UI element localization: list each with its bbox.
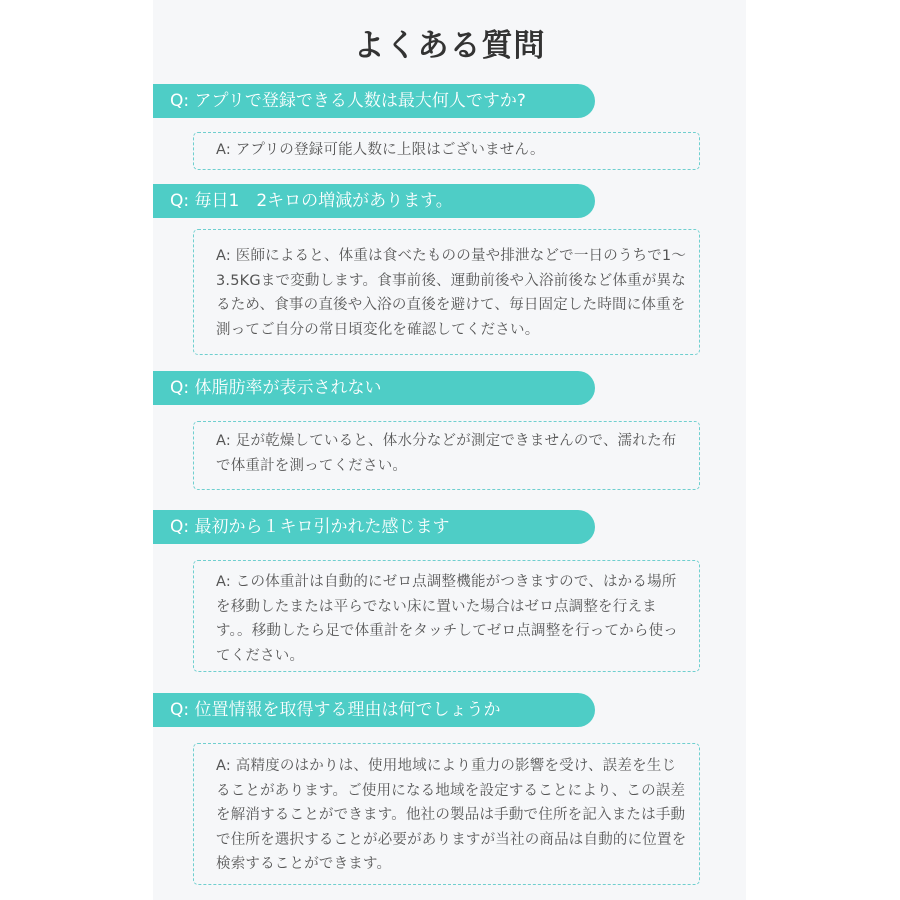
question-bar-1 bbox=[153, 84, 595, 118]
answer-text-1: A: アプリの登録可能人数に上限はございません。 bbox=[216, 142, 545, 158]
question-bar-3 bbox=[153, 371, 595, 405]
answer-text-2: A: 医師によると、体重は食べたものの量や排泄などで一日のうちで1～3.5KGまで変動します。食事前後、運動前後や入浴前後など体重が異なるため、食事の直後や入浴の直後を避けて、毎日固定した時間に体重を測ってご自分の常日頃変化を確認してください。 bbox=[216, 248, 687, 338]
question-bar-2 bbox=[153, 184, 595, 218]
answer-box-3 bbox=[193, 421, 700, 490]
answer-box-5 bbox=[193, 743, 700, 885]
question-text-1: Q: アプリで登録できる人数は最大何人ですか? bbox=[170, 91, 526, 111]
faq-page bbox=[153, 0, 746, 900]
answer-box-2 bbox=[193, 229, 700, 355]
question-text-4: Q: 最初から１キロ引かれた感じます bbox=[170, 517, 450, 537]
answer-box-4 bbox=[193, 560, 700, 672]
question-bar-4 bbox=[153, 510, 595, 544]
question-bar-5 bbox=[153, 693, 595, 727]
question-text-3: Q: 体脂肪率が表示されない bbox=[170, 378, 382, 398]
question-text-2: Q: 毎日1 2キロの増減があります。 bbox=[170, 191, 453, 211]
page-title: よくある質問 bbox=[353, 28, 546, 64]
answer-text-4: A: この体重計は自動的にゼロ点調整機能がつきますので、はかる場所を移動したまたは平らでない床に置いた場合はゼロ点調整を行えます。。移動したら足で体重計をタッチしてゼロ点調整を行ってから使ってください。 bbox=[216, 574, 678, 664]
answer-text-3: A: 足が乾燥していると、体水分などが測定できませんので、濡れた布で体重計を測ってください。 bbox=[216, 433, 677, 474]
answer-text-5: A: 高精度のはかりは、使用地域により重力の影響を受け、誤差を生じることがあります。ご使用になる地域を設定することにより、この誤差を解消することができます。他社の製品は手動で住所を記入または手動で住所を選択することが必要がありますが当社の商品は自動的に位置を検索することができます。 bbox=[216, 758, 687, 872]
question-text-5: Q: 位置情報を取得する理由は何でしょうか bbox=[170, 700, 501, 720]
answer-box-1 bbox=[193, 132, 700, 170]
